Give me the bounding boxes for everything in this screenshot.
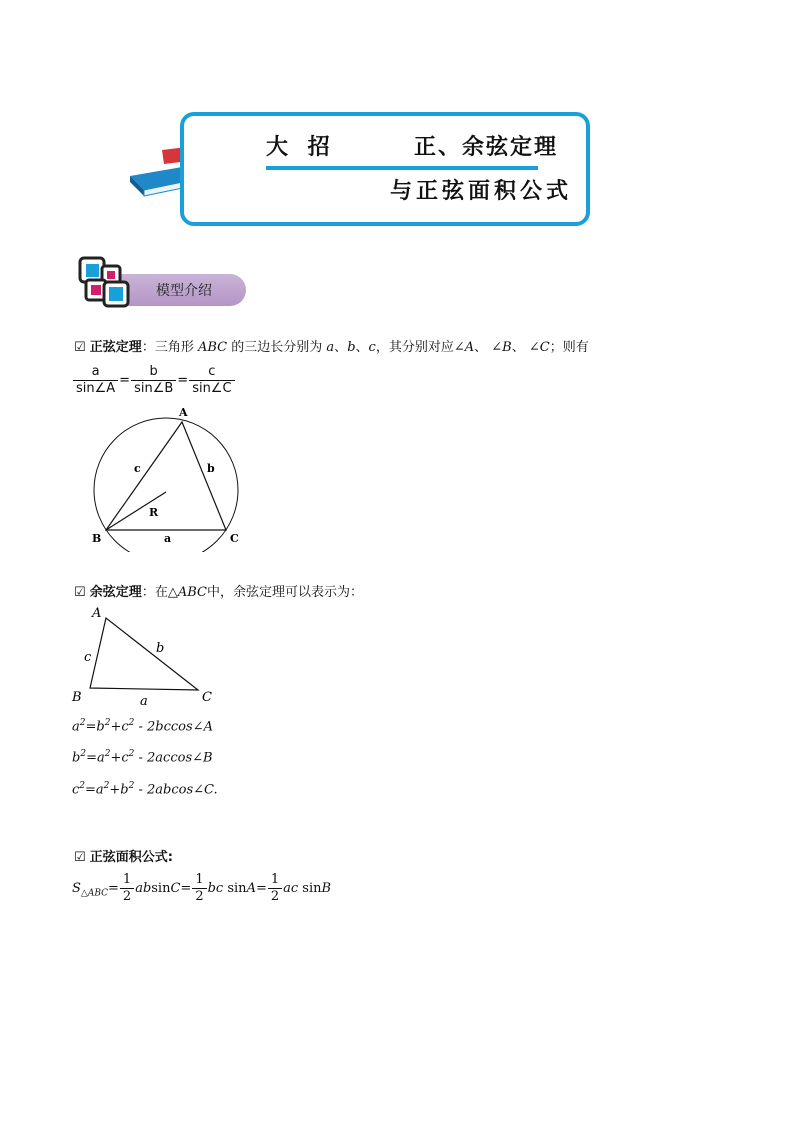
angle-a: A	[464, 340, 475, 355]
fraction-denominator: 2	[195, 889, 204, 904]
banner-left-title: 大 招	[266, 135, 336, 160]
cosine-law-text: ：在△	[141, 585, 178, 600]
side-label-c: c	[134, 462, 141, 475]
exponent: 2	[104, 749, 111, 759]
equals: =	[180, 881, 192, 896]
fraction-denominator: sin∠B	[134, 381, 174, 396]
formula-term: S	[72, 881, 81, 896]
cosine-formula-a	[72, 718, 213, 734]
side-b: b	[347, 340, 356, 355]
circumcircle-figure	[84, 404, 254, 552]
vertex-label-c: C	[230, 532, 239, 545]
sine-law-heading: 正弦定理	[89, 340, 142, 355]
cosine-law-text2: 中，余弦定理可以表示为：	[206, 585, 363, 600]
section-tag	[78, 256, 248, 310]
separator: 、	[355, 340, 369, 355]
fraction-numerator: 1	[268, 872, 282, 889]
sine-law-text-d: ；则有	[549, 340, 589, 355]
sine-law-abc: ABC	[197, 340, 228, 355]
fraction-b	[131, 364, 176, 397]
exponent: 2	[128, 718, 135, 728]
separator: 、 ∠	[474, 340, 503, 355]
formula-term: =b	[85, 719, 105, 735]
fraction-half	[268, 872, 282, 905]
separator: 、	[334, 340, 348, 355]
squares-icon	[78, 256, 134, 310]
formula-term: +c	[110, 750, 129, 766]
sine-law-formula	[72, 364, 236, 397]
subscript: △ABC	[80, 888, 108, 899]
formula-term: sin	[223, 881, 247, 896]
formula-term: - 2accos∠B	[134, 750, 213, 766]
formula-term: sin	[298, 881, 322, 896]
exponent: 2	[80, 749, 87, 759]
formula-term: B	[321, 881, 332, 896]
formula-term: a	[72, 719, 80, 735]
vertex-label-a: A	[92, 606, 102, 621]
exponent: 2	[79, 718, 86, 728]
area-formula-statement	[74, 846, 173, 865]
side-a: a	[326, 340, 335, 355]
equals: =	[255, 881, 267, 896]
formula-term: - 2bccos∠A	[134, 719, 213, 735]
checkbox-icon: ☑	[74, 585, 86, 600]
exponent: 2	[128, 781, 135, 791]
area-formula	[72, 872, 331, 905]
formula-term: =a	[86, 750, 105, 766]
fraction-half	[192, 872, 206, 905]
sine-law-text-a: ：三角形	[141, 340, 194, 355]
fraction-c	[189, 364, 234, 397]
formula-term: sin	[151, 881, 171, 896]
equals: =	[119, 373, 131, 388]
fraction-denominator: 2	[122, 889, 132, 904]
radius-label: R	[149, 506, 159, 519]
fraction-denominator: sin∠A	[76, 381, 116, 396]
formula-term: bc	[207, 881, 224, 896]
angle-c: C	[539, 340, 550, 355]
formula-term: ac	[283, 881, 299, 896]
formula-term: +c	[110, 719, 129, 735]
triangle	[90, 618, 198, 690]
formula-term: A	[246, 881, 256, 896]
separator: 、 ∠	[511, 340, 540, 355]
formula-term: c	[72, 782, 80, 798]
formula-term: b	[72, 750, 81, 766]
triangle	[106, 422, 226, 530]
sine-law-text-b: 的三边长分别为	[231, 340, 323, 355]
sine-law-statement	[74, 336, 589, 355]
fraction-half	[120, 872, 134, 905]
formula-term: - 2abcos∠C.	[134, 782, 218, 798]
equals: =	[108, 881, 119, 896]
exponent: 2	[103, 781, 110, 791]
side-label-b: b	[207, 462, 215, 475]
vertex-label-a: A	[179, 406, 188, 419]
angle-b: B	[502, 340, 512, 355]
side-label-a: a	[164, 532, 172, 545]
fraction-denominator: 2	[270, 889, 280, 904]
vertex-label-b: B	[92, 532, 102, 545]
checkbox-icon: ☑	[74, 340, 86, 355]
formula-term: C	[170, 881, 181, 896]
fraction-numerator: 1	[120, 872, 134, 889]
banner-divider	[266, 166, 538, 170]
equals: =	[177, 373, 189, 388]
exponent: 2	[104, 718, 111, 728]
fraction-numerator: c	[189, 364, 234, 381]
fraction-denominator: sin∠C	[192, 381, 232, 396]
fraction-numerator: a	[73, 364, 118, 381]
exponent: 2	[128, 749, 135, 759]
banner-title-line1: 正、余弦定理	[414, 135, 559, 160]
sine-law-text-c: ，其分别对应∠	[375, 340, 465, 355]
vertex-label-c: C	[202, 690, 212, 705]
exponent: 2	[79, 781, 86, 791]
section-tag-label: 模型介绍	[156, 283, 212, 299]
checkbox-icon: ☑	[74, 850, 86, 865]
fraction-a	[73, 364, 118, 397]
side-label-a: a	[140, 694, 148, 708]
formula-term: =a	[85, 782, 104, 798]
vertex-label-b: B	[72, 690, 82, 705]
triangle-figure	[68, 604, 218, 708]
area-formula-heading: 正弦面积公式:	[89, 850, 173, 865]
formula-term: ab	[135, 881, 152, 896]
formula-term: +b	[109, 782, 129, 798]
side-c: c	[368, 340, 376, 355]
cosine-law-statement	[74, 581, 363, 600]
cosine-law-abc: ABC	[177, 585, 207, 600]
cosine-law-heading: 余弦定理	[89, 585, 142, 600]
side-label-c: c	[84, 650, 92, 665]
fraction-numerator: b	[131, 364, 176, 381]
side-label-b: b	[156, 641, 165, 656]
title-banner	[180, 112, 590, 226]
fraction-numerator: 1	[192, 872, 206, 889]
cosine-formula-c	[72, 781, 218, 797]
cosine-formula-b	[72, 749, 213, 765]
banner-title-line2: 与正弦面积公式	[390, 179, 573, 204]
